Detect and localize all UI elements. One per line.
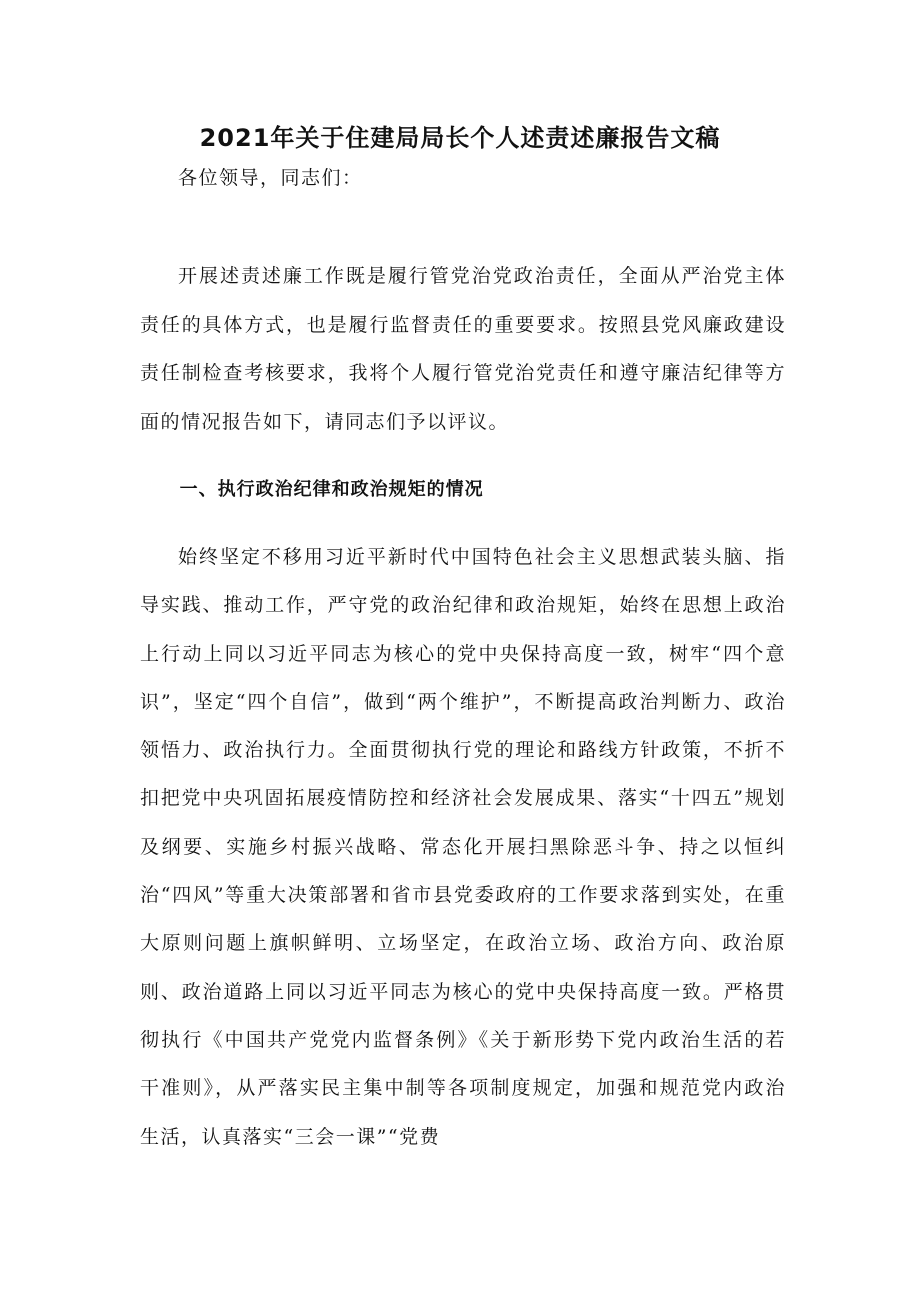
document-title: 2021年关于住建局局长个人述责述廉报告文稿	[199, 124, 721, 152]
section-heading: 一、执行政治纪律和政治规矩的情况	[179, 479, 484, 500]
greeting-paragraph: 各位领导，同志们：	[178, 167, 363, 189]
section-body-paragraph: 始终坚定不移用习近平新时代中国特色社会主义思想武装头脑、指导实践、推动工作，严守党的政治纪律和政治规矩，始终在思想上政治上行动上同以习近平同志为核心的党中央保持高度一致，树牢“四个意识”，坚定“四个自信”，做到“两个维护”，不断提高政治判断力、政治领悟力、政治执行力。全面贯彻执行党的理论和路线方针政策，不折不扣把党中央巩固拓展疫情防控和经济社会发展成果、落实“十四五”规划及纲要、实施乡村振兴战略、常态化开展扫黑除恶斗争、持之以恒纠治“四风”等重大决策部署和省市县党委政府的工作要求落到实处，在重大原则问题上旗帜鲜明、立场坚定，在政治立场、政治方向、政治原则、政治道路上同以习近平同志为核心的党中央保持高度一致。严格贯彻执行《中国共产党党内监督条例》《关于新形势下党内政治生活的若干准则》，从严落实民主集中制等各项制度规定，加强和规范党内政治生活，认真落实“三会一课”“党费	[140, 546, 786, 1148]
intro-paragraph: 开展述责述廉工作既是履行管党治党政治责任，全面从严治党主体责任的具体方式，也是履行监督责任的重要要求。按照县党风廉政建设责任制检查考核要求，我将个人履行管党治党责任和遵守廉洁纪律等方面的情况报告如下，请同志们予以评议。	[140, 265, 786, 433]
